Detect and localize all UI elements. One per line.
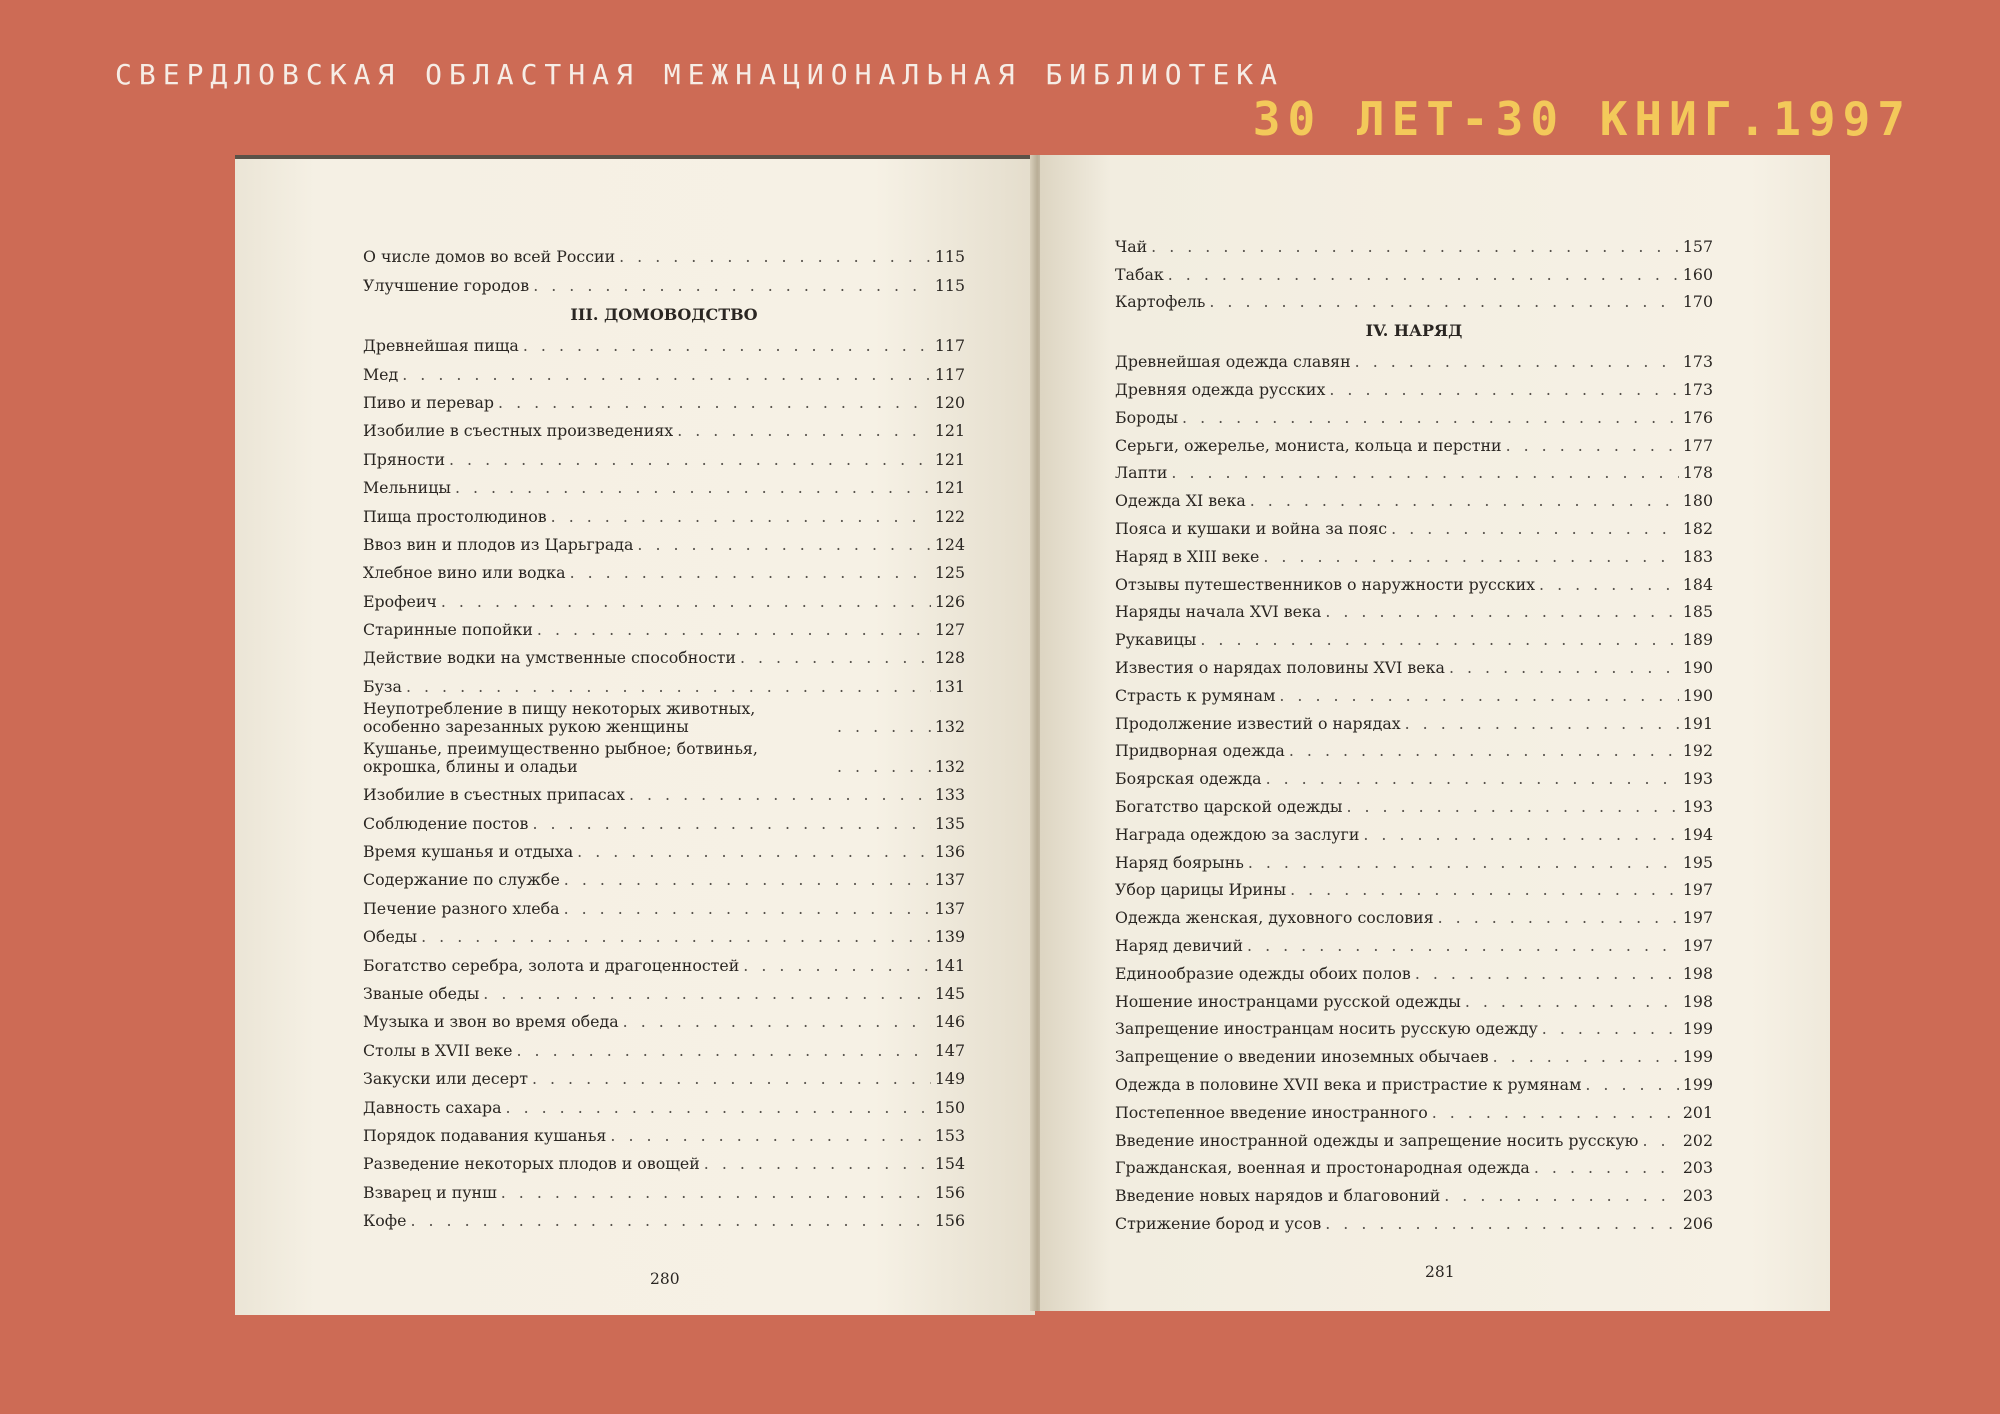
toc-entry-title: Богатство царской одежды xyxy=(1115,796,1343,816)
toc-entry-title: Боярская одежда xyxy=(1115,769,1262,789)
toc-entry xyxy=(1115,653,1713,681)
section-heading: IV. НАРЯД xyxy=(1365,321,1463,341)
dot-leader xyxy=(1539,576,1679,594)
toc-entry xyxy=(1115,598,1713,626)
dot-leader xyxy=(1542,1020,1679,1038)
dot-leader xyxy=(1151,238,1679,256)
toc-entry-page: 193 xyxy=(1682,796,1713,816)
dot-leader xyxy=(1438,909,1679,927)
toc-entry-title: Наряды начала XVI века xyxy=(1115,602,1322,622)
toc-entry-title: Табак xyxy=(1115,264,1164,284)
dot-leader xyxy=(564,871,931,889)
toc-entry-page: 121 xyxy=(934,421,965,441)
toc-entry xyxy=(1115,764,1713,792)
dot-leader xyxy=(837,718,931,736)
toc-entry xyxy=(1115,486,1713,514)
toc-entry-page: 126 xyxy=(934,591,965,611)
dot-leader xyxy=(1168,266,1679,284)
left-toc xyxy=(363,242,965,1234)
toc-entry-page: 184 xyxy=(1682,574,1713,594)
toc-entry-title: Взварец и пунш xyxy=(363,1182,497,1202)
toc-entry-page: 177 xyxy=(1682,435,1713,455)
page-number: 280 xyxy=(650,1270,680,1288)
toc-entry-page: 199 xyxy=(1682,1019,1713,1039)
toc-entry-page: 120 xyxy=(934,392,965,412)
toc-entry xyxy=(363,643,965,671)
dot-leader xyxy=(501,1184,931,1202)
toc-entry-title: Награда одеждою за заслуги xyxy=(1115,824,1360,844)
toc-entry-title: Ношение иностранцами русской одежды xyxy=(1115,991,1461,1011)
toc-entry-page: 153 xyxy=(934,1125,965,1145)
toc-entry-title: Одежда XI века xyxy=(1115,491,1246,511)
toc-entry-page: 193 xyxy=(1682,769,1713,789)
dot-leader xyxy=(537,621,931,639)
series-title: 30 ЛЕТ-30 КНИГ.1997 xyxy=(1252,92,1912,146)
toc-entry-page: 197 xyxy=(1682,880,1713,900)
toc-entry-page: 139 xyxy=(934,927,965,947)
toc-entry-page: 197 xyxy=(1682,935,1713,955)
toc-entry xyxy=(363,808,965,836)
toc-entry-title: Пояса и кушаки и война за пояс xyxy=(1115,518,1388,538)
toc-entry xyxy=(1115,1015,1713,1043)
toc-entry-page: 170 xyxy=(1682,292,1713,312)
toc-entry-title: Древняя одежда русских xyxy=(1115,379,1326,399)
dot-leader xyxy=(564,900,931,918)
dot-leader xyxy=(1493,1048,1679,1066)
toc-entry xyxy=(363,1149,965,1177)
toc-entry-page: 199 xyxy=(1682,1047,1713,1067)
dot-leader xyxy=(523,337,931,355)
dot-leader xyxy=(629,786,931,804)
toc-entry-page: 117 xyxy=(934,336,965,356)
toc-entry-title: Званые обеды xyxy=(363,983,480,1003)
dot-leader xyxy=(1325,603,1679,621)
dot-leader xyxy=(1171,464,1678,482)
toc-entry-page: 146 xyxy=(934,1012,965,1032)
toc-entry xyxy=(1115,820,1713,848)
toc-entry xyxy=(1115,431,1713,459)
toc-entry xyxy=(363,444,965,472)
dot-leader xyxy=(837,758,931,776)
toc-entry-page: 115 xyxy=(934,275,965,295)
toc-entry-title: Стрижение бород и усов xyxy=(1115,1213,1322,1233)
toc-entry-title: Убор царицы Ирины xyxy=(1115,880,1287,900)
dot-leader xyxy=(1346,798,1678,816)
toc-entry-page: 137 xyxy=(934,870,965,890)
toc-entry-title: Улучшение городов xyxy=(363,275,530,295)
dot-leader xyxy=(610,1127,930,1145)
dot-leader xyxy=(1449,659,1679,677)
dot-leader xyxy=(410,1212,930,1230)
toc-entry xyxy=(363,388,965,416)
toc-entry-page: 137 xyxy=(934,898,965,918)
dot-leader xyxy=(406,678,931,696)
toc-entry-title: Пиво и перевар xyxy=(363,392,495,412)
dot-leader xyxy=(551,508,931,526)
dot-leader xyxy=(1585,1076,1678,1094)
toc-entry xyxy=(1115,1070,1713,1098)
dot-leader xyxy=(1355,353,1679,371)
dot-leader xyxy=(532,1070,931,1088)
toc-entry-page: 176 xyxy=(1682,407,1713,427)
toc-entry xyxy=(363,1206,965,1234)
toc-entry xyxy=(363,740,965,780)
toc-entry-page: 199 xyxy=(1682,1074,1713,1094)
toc-entry-title: Пища простолюдинов xyxy=(363,506,547,526)
dot-leader xyxy=(1200,631,1678,649)
toc-entry-page: 149 xyxy=(934,1069,965,1089)
toc-entry-title: Одежда женская, духовного сословия xyxy=(1115,908,1434,928)
toc-entry xyxy=(1115,737,1713,765)
toc-entry xyxy=(363,558,965,586)
toc-entry xyxy=(363,359,965,387)
toc-entry-title: Наряд боярынь xyxy=(1115,852,1244,872)
toc-entry-title: Наряд девичий xyxy=(1115,935,1244,955)
dot-leader xyxy=(623,1013,931,1031)
toc-entry-page: 154 xyxy=(934,1154,965,1174)
dot-leader xyxy=(1289,742,1679,760)
toc-entry xyxy=(1115,1042,1713,1070)
toc-entry-title: Изобилие в съестных припасах xyxy=(363,785,625,805)
toc-entry xyxy=(363,270,965,298)
toc-entry-page: 121 xyxy=(934,449,965,469)
toc-entry xyxy=(1115,570,1713,598)
toc-entry-title: Богатство серебра, золота и драгоценностей xyxy=(363,955,740,975)
toc-entry-title: Единообразие одежды обоих полов xyxy=(1115,963,1411,983)
dot-leader xyxy=(449,451,931,469)
toc-entry-title: Действие водки на умственные способности xyxy=(363,648,736,668)
toc-entry xyxy=(363,893,965,921)
toc-entry xyxy=(363,950,965,978)
toc-entry-title: Обеды xyxy=(363,927,418,947)
toc-entry-title: Пряности xyxy=(363,449,446,469)
toc-entry xyxy=(363,615,965,643)
open-book xyxy=(235,155,1830,1311)
toc-entry-title: Введение новых нарядов и благовоний xyxy=(1115,1186,1441,1206)
toc-entry-page: 133 xyxy=(934,785,965,805)
toc-entry-title: Мельницы xyxy=(363,478,451,498)
toc-entry xyxy=(1115,709,1713,737)
dot-leader xyxy=(1182,409,1679,427)
toc-entry xyxy=(363,922,965,950)
toc-entry-title: Продолжение известий о нарядах xyxy=(1115,713,1401,733)
right-toc xyxy=(1115,232,1713,1237)
toc-entry-page: 141 xyxy=(934,955,965,975)
toc-entry xyxy=(363,671,965,699)
dot-leader xyxy=(619,248,931,266)
toc-entry xyxy=(1115,288,1713,316)
dot-leader xyxy=(533,277,931,295)
toc-entry-page: 131 xyxy=(934,676,965,696)
toc-entry xyxy=(1115,903,1713,931)
toc-entry-page: 173 xyxy=(1682,379,1713,399)
toc-entry-page: 190 xyxy=(1682,685,1713,705)
toc-entry-title: Постепенное введение иностранного xyxy=(1115,1102,1428,1122)
dot-leader xyxy=(704,1155,931,1173)
toc-entry xyxy=(1115,1181,1713,1209)
toc-entry-title: Серьги, ожерелье, мониста, кольца и перстни xyxy=(1115,435,1502,455)
dot-leader xyxy=(483,985,931,1003)
toc-entry-page: 160 xyxy=(1682,264,1713,284)
toc-entry-page: 145 xyxy=(934,983,965,1003)
toc-entry-title: Запрещение о введении иноземных обычаев xyxy=(1115,1047,1489,1067)
toc-entry-page: 132 xyxy=(934,716,965,736)
toc-entry xyxy=(1115,459,1713,487)
dot-leader xyxy=(743,957,931,975)
dot-leader xyxy=(1290,881,1679,899)
toc-entry-page: 128 xyxy=(934,648,965,668)
dot-leader xyxy=(677,422,931,440)
toc-entry xyxy=(1115,232,1713,260)
toc-entry xyxy=(363,700,965,740)
toc-entry-page: 122 xyxy=(934,506,965,526)
toc-entry-title: Известия о нарядах половины XVI века xyxy=(1115,657,1445,677)
toc-entry-page: 173 xyxy=(1682,352,1713,372)
dot-leader xyxy=(1415,965,1679,983)
toc-entry-title: Изобилие в съестных произведениях xyxy=(363,421,674,441)
dot-leader xyxy=(637,536,930,554)
dot-leader xyxy=(1325,1215,1679,1233)
toc-entry xyxy=(363,1064,965,1092)
toc-entry-title: Ввоз вин и плодов из Царьграда xyxy=(363,534,634,554)
toc-entry xyxy=(363,331,965,359)
toc-entry xyxy=(1115,876,1713,904)
toc-entry-page: 185 xyxy=(1682,602,1713,622)
toc-entry xyxy=(1115,542,1713,570)
toc-entry-title: Страсть к румянам xyxy=(1115,685,1276,705)
toc-entry-title: Буза xyxy=(363,676,402,696)
toc-entry-title: Содержание по службе xyxy=(363,870,560,890)
toc-entry-page: 183 xyxy=(1682,546,1713,566)
toc-entry-page: 115 xyxy=(934,247,965,267)
toc-entry-page: 191 xyxy=(1682,713,1713,733)
dot-leader xyxy=(1209,293,1678,311)
toc-entry-page: 198 xyxy=(1682,963,1713,983)
dot-leader xyxy=(441,593,931,611)
toc-entry-title: Придворная одежда xyxy=(1115,741,1285,761)
dot-leader xyxy=(1444,1187,1679,1205)
toc-entry-page: 197 xyxy=(1682,908,1713,928)
dot-leader xyxy=(1405,715,1679,733)
toc-entry xyxy=(363,416,965,444)
toc-entry-page: 150 xyxy=(934,1097,965,1117)
toc-entry-page: 192 xyxy=(1682,741,1713,761)
dot-leader xyxy=(1465,993,1679,1011)
dot-leader xyxy=(1263,548,1678,566)
dot-leader xyxy=(1279,687,1678,705)
toc-entry xyxy=(363,1092,965,1120)
left-page xyxy=(235,155,1035,1315)
toc-entry-page: 190 xyxy=(1682,657,1713,677)
dot-leader xyxy=(421,928,931,946)
dot-leader xyxy=(1266,770,1679,788)
toc-entry-page: 156 xyxy=(934,1182,965,1202)
toc-entry xyxy=(1115,625,1713,653)
toc-entry-page: 132 xyxy=(934,756,965,776)
toc-entry xyxy=(1115,375,1713,403)
dot-leader xyxy=(1250,492,1679,510)
toc-entry-page: 127 xyxy=(934,620,965,640)
toc-entry-page: 156 xyxy=(934,1211,965,1231)
toc-entry xyxy=(363,780,965,808)
toc-entry xyxy=(1115,514,1713,542)
toc-entry xyxy=(363,242,965,270)
dot-leader xyxy=(506,1099,931,1117)
section-heading: III. ДОМОВОДСТВО xyxy=(570,304,758,324)
toc-entry xyxy=(1115,959,1713,987)
toc-entry xyxy=(363,979,965,1007)
dot-leader xyxy=(1247,937,1679,955)
toc-entry xyxy=(363,1121,965,1149)
toc-entry xyxy=(1115,792,1713,820)
toc-entry-title: Музыка и звон во время обеда xyxy=(363,1012,619,1032)
toc-entry-title: Отзывы путешественников о наружности русских xyxy=(1115,574,1536,594)
toc-entry-page: 178 xyxy=(1682,463,1713,483)
toc-entry-page: 202 xyxy=(1682,1130,1713,1150)
toc-entry-title: Столы в XVII веке xyxy=(363,1040,513,1060)
dot-leader xyxy=(570,564,931,582)
toc-entry xyxy=(1115,1209,1713,1237)
right-page xyxy=(1040,155,1830,1311)
toc-entry-title: Бороды xyxy=(1115,407,1179,427)
dot-leader xyxy=(517,1042,931,1060)
toc-entry xyxy=(1115,681,1713,709)
toc-entry-title: Введение иностранной одежды и запрещение носить русскую xyxy=(1115,1130,1639,1150)
toc-entry-title: Древнейшая одежда славян xyxy=(1115,352,1351,372)
dot-leader xyxy=(1248,854,1679,872)
dot-leader xyxy=(1534,1159,1679,1177)
toc-entry-title: Кушанье, преимущественно рыбное; ботвинья, окрошка, блины и оладьи xyxy=(363,738,758,776)
toc-entry-title: Порядок подавания кушанья xyxy=(363,1125,607,1145)
dot-leader xyxy=(1391,520,1679,538)
toc-entry-title: Разведение некоторых плодов и овощей xyxy=(363,1154,700,1174)
toc-entry-title: Чай xyxy=(1115,236,1148,256)
toc-entry xyxy=(1115,1154,1713,1182)
toc-entry xyxy=(1115,987,1713,1015)
toc-entry xyxy=(363,473,965,501)
toc-entry xyxy=(1115,347,1713,375)
dot-leader xyxy=(1329,381,1678,399)
toc-entry-page: 157 xyxy=(1682,236,1713,256)
toc-entry xyxy=(363,1007,965,1035)
page-number: 281 xyxy=(1425,1263,1455,1281)
toc-entry-title: Ерофеич xyxy=(363,591,437,611)
dot-leader xyxy=(577,843,931,861)
toc-entry xyxy=(1115,403,1713,431)
toc-entry-page: 189 xyxy=(1682,630,1713,650)
toc-entry xyxy=(363,530,965,558)
toc-entry-title: Закуски или десерт xyxy=(363,1069,528,1089)
toc-entry-title: Древнейшая пища xyxy=(363,336,519,356)
toc-entry-page: 147 xyxy=(934,1040,965,1060)
dot-leader xyxy=(1363,826,1678,844)
toc-entry-page: 203 xyxy=(1682,1158,1713,1178)
toc-entry-title: Старинные попойки xyxy=(363,620,533,640)
toc-entry xyxy=(363,1035,965,1063)
toc-entry-title: Одежда в половине XVII века и пристрастие к румянам xyxy=(1115,1074,1582,1094)
toc-entry xyxy=(363,1177,965,1205)
toc-entry-title: Гражданская, военная и простонародная одежда xyxy=(1115,1158,1530,1178)
toc-entry-page: 125 xyxy=(934,563,965,583)
toc-entry-title: Кофе xyxy=(363,1211,407,1231)
toc-entry-page: 180 xyxy=(1682,491,1713,511)
dot-leader xyxy=(498,394,931,412)
toc-entry xyxy=(1115,260,1713,288)
dot-leader xyxy=(532,815,930,833)
toc-entry-page: 206 xyxy=(1682,1213,1713,1233)
toc-entry-page: 201 xyxy=(1682,1102,1713,1122)
library-name: СВЕРДЛОВСКАЯ ОБЛАСТНАЯ МЕЖНАЦИОНАЛЬНАЯ БИБЛИОТЕКА xyxy=(115,58,1285,91)
toc-entry-page: 124 xyxy=(934,534,965,554)
toc-entry-page: 198 xyxy=(1682,991,1713,1011)
toc-entry xyxy=(363,501,965,529)
dot-leader xyxy=(740,649,931,667)
toc-entry-title: Запрещение иностранцам носить русскую одежду xyxy=(1115,1019,1538,1039)
toc-entry-title: Время кушанья и отдыха xyxy=(363,842,574,862)
toc-entry-title: Соблюдение постов xyxy=(363,813,529,833)
dot-leader xyxy=(402,366,931,384)
toc-entry-page: 117 xyxy=(934,364,965,384)
toc-entry-page: 121 xyxy=(934,478,965,498)
toc-entry-page: 182 xyxy=(1682,518,1713,538)
toc-entry-title: Давность сахара xyxy=(363,1097,502,1117)
dot-leader xyxy=(455,479,931,497)
toc-entry-page: 203 xyxy=(1682,1186,1713,1206)
toc-entry-title: Лапти xyxy=(1115,463,1168,483)
toc-entry-title: Мед xyxy=(363,364,399,384)
toc-entry-title: Рукавицы xyxy=(1115,630,1197,650)
toc-entry xyxy=(1115,931,1713,959)
toc-entry xyxy=(1115,848,1713,876)
toc-entry-title: Печение разного хлеба xyxy=(363,898,560,918)
dot-leader xyxy=(1432,1104,1679,1122)
toc-entry xyxy=(363,837,965,865)
dot-leader xyxy=(1642,1132,1678,1150)
toc-entry-page: 135 xyxy=(934,813,965,833)
toc-entry-title: Неупотребление в пищу некоторых животных, особенно зарезанных рукою женщины xyxy=(363,698,756,736)
toc-entry-page: 194 xyxy=(1682,824,1713,844)
toc-entry-title: Наряд в XIII веке xyxy=(1115,546,1260,566)
toc-entry-page: 136 xyxy=(934,842,965,862)
toc-entry xyxy=(1115,1126,1713,1154)
dot-leader xyxy=(1506,437,1679,455)
toc-entry-title: Хлебное вино или водка xyxy=(363,563,566,583)
toc-entry-title: О числе домов во всей России xyxy=(363,247,616,267)
toc-entry xyxy=(363,586,965,614)
toc-entry xyxy=(363,865,965,893)
toc-entry xyxy=(1115,1098,1713,1126)
toc-entry-page: 195 xyxy=(1682,852,1713,872)
toc-entry-title: Картофель xyxy=(1115,292,1206,312)
